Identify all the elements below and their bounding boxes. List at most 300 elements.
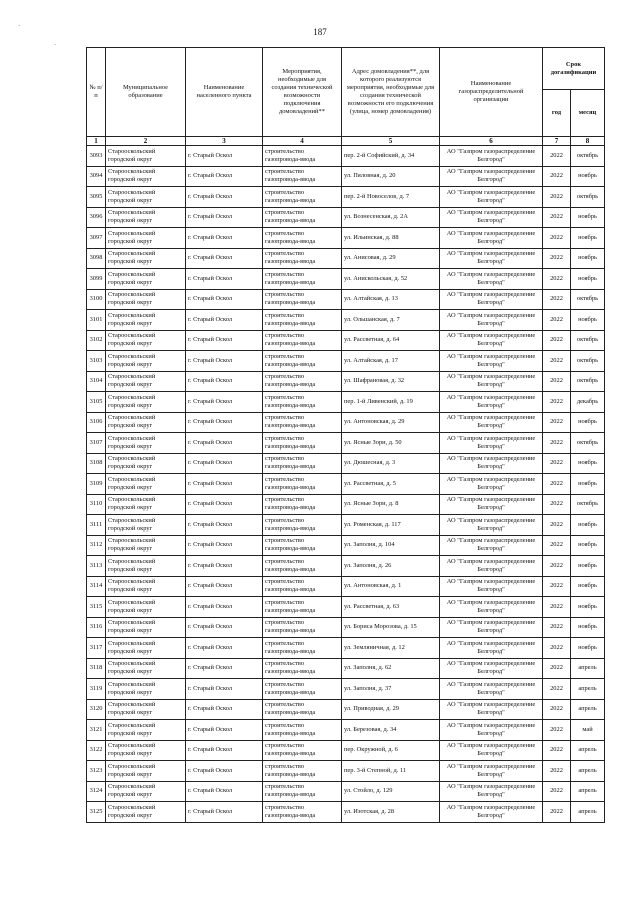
organization-cell: АО "Газпром газораспределение Белгород" (440, 515, 543, 536)
month-cell: ноябрь (571, 535, 605, 556)
year-cell: 2022 (543, 802, 571, 823)
row-number: 3093 (87, 146, 106, 167)
year-cell: 2022 (543, 781, 571, 802)
year-cell: 2022 (543, 412, 571, 433)
activity-cell: строительство газопровода-ввода (263, 412, 342, 433)
municipality-cell: Старооскольский городской округ (106, 289, 186, 310)
table-row (87, 392, 605, 413)
header-address: Адрес домовладения**, для которого реализуются мероприятия, необходимые для создания технической возможности его подключения (улица, номер домовладения) (342, 48, 440, 137)
municipality-cell: Старооскольский городской округ (106, 207, 186, 228)
activity-cell: строительство газопровода-ввода (263, 720, 342, 741)
municipality-cell: Старооскольский городской округ (106, 310, 186, 331)
address-cell: ул. Анискольская, д. 52 (342, 269, 440, 290)
year-cell: 2022 (543, 433, 571, 454)
activity-cell: строительство газопровода-ввода (263, 761, 342, 782)
locality-cell: г. Старый Оскол (186, 556, 263, 577)
month-cell: апрель (571, 658, 605, 679)
address-cell: ул. Заполня, д. 26 (342, 556, 440, 577)
row-number: 3103 (87, 351, 106, 372)
locality-cell: г. Старый Оскол (186, 638, 263, 659)
row-number: 3114 (87, 576, 106, 597)
table-row (87, 781, 605, 802)
locality-cell: г. Старый Оскол (186, 535, 263, 556)
header-activity: Мероприятия, необходимые для создания технической возможности подключения домовладений** (263, 48, 342, 137)
locality-cell: г. Старый Оскол (186, 453, 263, 474)
header-organization: Наименование газораспределительной организации (440, 48, 543, 137)
address-cell: ул. Приводная, д. 29 (342, 699, 440, 720)
gasification-table (86, 47, 605, 823)
locality-cell: г. Старый Оскол (186, 248, 263, 269)
organization-cell: АО "Газпром газораспределение Белгород" (440, 433, 543, 454)
address-cell: ул. Рассветная, д. 63 (342, 597, 440, 618)
address-cell: ул. Ольшанская, д. 7 (342, 310, 440, 331)
row-number: 3107 (87, 433, 106, 454)
municipality-cell: Старооскольский городской округ (106, 433, 186, 454)
locality-cell: г. Старый Оскол (186, 617, 263, 638)
locality-cell: г. Старый Оскол (186, 166, 263, 187)
row-number: 3100 (87, 289, 106, 310)
row-number: 3111 (87, 515, 106, 536)
organization-cell: АО "Газпром газораспределение Белгород" (440, 761, 543, 782)
municipality-cell: Старооскольский городской округ (106, 248, 186, 269)
municipality-cell: Старооскольский городской округ (106, 494, 186, 515)
month-cell: ноябрь (571, 248, 605, 269)
table-row (87, 269, 605, 290)
month-cell: октябрь (571, 289, 605, 310)
activity-cell: строительство газопровода-ввода (263, 310, 342, 331)
year-cell: 2022 (543, 699, 571, 720)
address-cell: ул. Роменская, д. 117 (342, 515, 440, 536)
address-cell: ул. Алтайская, д. 17 (342, 351, 440, 372)
activity-cell: строительство газопровода-ввода (263, 494, 342, 515)
activity-cell: строительство газопровода-ввода (263, 658, 342, 679)
locality-cell: г. Старый Оскол (186, 187, 263, 208)
row-number: 3120 (87, 699, 106, 720)
column-number: 5 (342, 137, 440, 146)
locality-cell: г. Старый Оскол (186, 515, 263, 536)
address-cell: ул. Шафрановая, д. 32 (342, 371, 440, 392)
table-row (87, 699, 605, 720)
organization-cell: АО "Газпром газораспределение Белгород" (440, 146, 543, 167)
header-municipality: Муниципальное образование (106, 48, 186, 137)
year-cell: 2022 (543, 515, 571, 536)
activity-cell: строительство газопровода-ввода (263, 269, 342, 290)
locality-cell: г. Старый Оскол (186, 392, 263, 413)
locality-cell: г. Старый Оскол (186, 494, 263, 515)
activity-cell: строительство газопровода-ввода (263, 699, 342, 720)
organization-cell: АО "Газпром газораспределение Белгород" (440, 228, 543, 249)
table-row (87, 576, 605, 597)
row-number: 3109 (87, 474, 106, 495)
locality-cell: г. Старый Оскол (186, 310, 263, 331)
year-cell: 2022 (543, 166, 571, 187)
row-number: 3094 (87, 166, 106, 187)
municipality-cell: Старооскольский городской округ (106, 576, 186, 597)
row-number: 3113 (87, 556, 106, 577)
municipality-cell: Старооскольский городской округ (106, 392, 186, 413)
municipality-cell: Старооскольский городской округ (106, 371, 186, 392)
organization-cell: АО "Газпром газораспределение Белгород" (440, 781, 543, 802)
table-row (87, 187, 605, 208)
municipality-cell: Старооскольский городской округ (106, 330, 186, 351)
row-number: 3116 (87, 617, 106, 638)
month-cell: ноябрь (571, 228, 605, 249)
column-number: 4 (263, 137, 342, 146)
month-cell: декабрь (571, 392, 605, 413)
address-cell: пер. 3-й Степной, д. 11 (342, 761, 440, 782)
year-cell: 2022 (543, 535, 571, 556)
month-cell: октябрь (571, 351, 605, 372)
municipality-cell: Старооскольский городской округ (106, 679, 186, 700)
row-number: 3115 (87, 597, 106, 618)
column-number: 7 (543, 137, 571, 146)
locality-cell: г. Старый Оскол (186, 330, 263, 351)
activity-cell: строительство газопровода-ввода (263, 597, 342, 618)
activity-cell: строительство газопровода-ввода (263, 330, 342, 351)
address-cell: ул. Алтайская, д. 13 (342, 289, 440, 310)
address-cell: ул. Стойло, д. 129 (342, 781, 440, 802)
address-cell: пер. 2-й Новоселов, д. 7 (342, 187, 440, 208)
month-cell: апрель (571, 761, 605, 782)
locality-cell: г. Старый Оскол (186, 781, 263, 802)
row-number: 3108 (87, 453, 106, 474)
month-cell: октябрь (571, 371, 605, 392)
organization-cell: АО "Газпром газораспределение Белгород" (440, 289, 543, 310)
activity-cell: строительство газопровода-ввода (263, 515, 342, 536)
activity-cell: строительство газопровода-ввода (263, 392, 342, 413)
organization-cell: АО "Газпром газораспределение Белгород" (440, 330, 543, 351)
address-cell: ул. Заполня, д. 104 (342, 535, 440, 556)
address-cell: ул. Земляничная, д. 12 (342, 638, 440, 659)
municipality-cell: Старооскольский городской округ (106, 802, 186, 823)
municipality-cell: Старооскольский городской округ (106, 556, 186, 577)
locality-cell: г. Старый Оскол (186, 720, 263, 741)
organization-cell: АО "Газпром газораспределение Белгород" (440, 207, 543, 228)
row-number: 3096 (87, 207, 106, 228)
month-cell: ноябрь (571, 597, 605, 618)
year-cell: 2022 (543, 597, 571, 618)
locality-cell: г. Старый Оскол (186, 679, 263, 700)
year-cell: 2022 (543, 494, 571, 515)
year-cell: 2022 (543, 740, 571, 761)
table-row (87, 617, 605, 638)
address-cell: ул. Бориса Морозова, д. 15 (342, 617, 440, 638)
address-cell: ул. Заполня, д. 37 (342, 679, 440, 700)
organization-cell: АО "Газпром газораспределение Белгород" (440, 187, 543, 208)
table-row (87, 433, 605, 454)
row-number: 3104 (87, 371, 106, 392)
municipality-cell: Старооскольский городской округ (106, 699, 186, 720)
organization-cell: АО "Газпром газораспределение Белгород" (440, 617, 543, 638)
organization-cell: АО "Газпром газораспределение Белгород" (440, 494, 543, 515)
municipality-cell: Старооскольский городской округ (106, 453, 186, 474)
locality-cell: г. Старый Оскол (186, 289, 263, 310)
row-number: 3106 (87, 412, 106, 433)
row-number: 3095 (87, 187, 106, 208)
month-cell: ноябрь (571, 638, 605, 659)
month-cell: октябрь (571, 187, 605, 208)
month-cell: ноябрь (571, 556, 605, 577)
address-cell: ул. Ясные Зори, д. 50 (342, 433, 440, 454)
table-row (87, 310, 605, 331)
activity-cell: строительство газопровода-ввода (263, 289, 342, 310)
column-number: 6 (440, 137, 543, 146)
row-number: 3098 (87, 248, 106, 269)
organization-cell: АО "Газпром газораспределение Белгород" (440, 556, 543, 577)
column-number: 2 (106, 137, 186, 146)
month-cell: май (571, 720, 605, 741)
year-cell: 2022 (543, 474, 571, 495)
municipality-cell: Старооскольский городской округ (106, 597, 186, 618)
year-cell: 2022 (543, 658, 571, 679)
activity-cell: строительство газопровода-ввода (263, 781, 342, 802)
year-cell: 2022 (543, 371, 571, 392)
header-num: № п/п (87, 48, 106, 137)
table-row (87, 351, 605, 372)
table-row (87, 289, 605, 310)
activity-cell: строительство газопровода-ввода (263, 556, 342, 577)
activity-cell: строительство газопровода-ввода (263, 679, 342, 700)
month-cell: ноябрь (571, 617, 605, 638)
year-cell: 2022 (543, 207, 571, 228)
table-row (87, 679, 605, 700)
activity-cell: строительство газопровода-ввода (263, 617, 342, 638)
row-number: 3119 (87, 679, 106, 700)
address-cell: ул. Антоновская, д. 1 (342, 576, 440, 597)
municipality-cell: Старооскольский городской округ (106, 535, 186, 556)
table-row (87, 720, 605, 741)
locality-cell: г. Старый Оскол (186, 228, 263, 249)
row-number: 3123 (87, 761, 106, 782)
table-row (87, 802, 605, 823)
table-row (87, 207, 605, 228)
table-row (87, 494, 605, 515)
municipality-cell: Старооскольский городской округ (106, 720, 186, 741)
organization-cell: АО "Газпром газораспределение Белгород" (440, 392, 543, 413)
organization-cell: АО "Газпром газораспределение Белгород" (440, 638, 543, 659)
municipality-cell: Старооскольский городской округ (106, 187, 186, 208)
table-row (87, 556, 605, 577)
table-row (87, 761, 605, 782)
year-cell: 2022 (543, 761, 571, 782)
month-cell: октябрь (571, 330, 605, 351)
year-cell: 2022 (543, 146, 571, 167)
month-cell: ноябрь (571, 269, 605, 290)
municipality-cell: Старооскольский городской округ (106, 269, 186, 290)
year-cell: 2022 (543, 248, 571, 269)
activity-cell: строительство газопровода-ввода (263, 351, 342, 372)
municipality-cell: Старооскольский городской округ (106, 166, 186, 187)
row-number: 3099 (87, 269, 106, 290)
locality-cell: г. Старый Оскол (186, 474, 263, 495)
activity-cell: строительство газопровода-ввода (263, 228, 342, 249)
locality-cell: г. Старый Оскол (186, 269, 263, 290)
row-number: 3117 (87, 638, 106, 659)
municipality-cell: Старооскольский городской округ (106, 658, 186, 679)
address-cell: ул. Вознесенская, д. 2А (342, 207, 440, 228)
municipality-cell: Старооскольский городской округ (106, 228, 186, 249)
table-row (87, 330, 605, 351)
year-cell: 2022 (543, 187, 571, 208)
address-cell: ул. Заполня, д. 62 (342, 658, 440, 679)
municipality-cell: Старооскольский городской округ (106, 617, 186, 638)
month-cell: ноябрь (571, 515, 605, 536)
table-row (87, 248, 605, 269)
table-row (87, 146, 605, 167)
organization-cell: АО "Газпром газораспределение Белгород" (440, 597, 543, 618)
organization-cell: АО "Газпром газораспределение Белгород" (440, 535, 543, 556)
row-number: 3112 (87, 535, 106, 556)
row-number: 3110 (87, 494, 106, 515)
year-cell: 2022 (543, 638, 571, 659)
month-cell: октябрь (571, 433, 605, 454)
address-cell: ул. Рассветная, д. 5 (342, 474, 440, 495)
organization-cell: АО "Газпром газораспределение Белгород" (440, 699, 543, 720)
month-cell: ноябрь (571, 474, 605, 495)
row-number: 3101 (87, 310, 106, 331)
activity-cell: строительство газопровода-ввода (263, 433, 342, 454)
table-row (87, 412, 605, 433)
table-row (87, 740, 605, 761)
scan-speck: · (54, 41, 57, 49)
column-number: 8 (571, 137, 605, 146)
year-cell: 2022 (543, 453, 571, 474)
month-cell: ноябрь (571, 166, 605, 187)
locality-cell: г. Старый Оскол (186, 740, 263, 761)
locality-cell: г. Старый Оскол (186, 351, 263, 372)
year-cell: 2022 (543, 679, 571, 700)
row-number: 3097 (87, 228, 106, 249)
municipality-cell: Старооскольский городской округ (106, 638, 186, 659)
month-cell: ноябрь (571, 310, 605, 331)
year-cell: 2022 (543, 330, 571, 351)
municipality-cell: Старооскольский городской округ (106, 781, 186, 802)
activity-cell: строительство газопровода-ввода (263, 146, 342, 167)
year-cell: 2022 (543, 720, 571, 741)
organization-cell: АО "Газпром газораспределение Белгород" (440, 371, 543, 392)
organization-cell: АО "Газпром газораспределение Белгород" (440, 166, 543, 187)
organization-cell: АО "Газпром газораспределение Белгород" (440, 248, 543, 269)
table-row (87, 474, 605, 495)
year-cell: 2022 (543, 228, 571, 249)
municipality-cell: Старооскольский городской округ (106, 474, 186, 495)
organization-cell: АО "Газпром газораспределение Белгород" (440, 658, 543, 679)
header-deadline: Срок догазификации (543, 48, 605, 90)
row-number: 3105 (87, 392, 106, 413)
locality-cell: г. Старый Оскол (186, 412, 263, 433)
locality-cell: г. Старый Оскол (186, 802, 263, 823)
locality-cell: г. Старый Оскол (186, 597, 263, 618)
organization-cell: АО "Газпром газораспределение Белгород" (440, 412, 543, 433)
activity-cell: строительство газопровода-ввода (263, 207, 342, 228)
scan-speck: · (18, 22, 21, 30)
address-cell: ул. Пяловная, д. 20 (342, 166, 440, 187)
column-number: 1 (87, 137, 106, 146)
month-cell: ноябрь (571, 453, 605, 474)
locality-cell: г. Старый Оскол (186, 761, 263, 782)
table-row (87, 597, 605, 618)
municipality-cell: Старооскольский городской округ (106, 740, 186, 761)
year-cell: 2022 (543, 576, 571, 597)
header-locality: Наименование населенного пункта (186, 48, 263, 137)
address-cell: пер. 2-й Софийский, д. 34 (342, 146, 440, 167)
row-number: 3121 (87, 720, 106, 741)
month-cell: апрель (571, 679, 605, 700)
month-cell: октябрь (571, 494, 605, 515)
organization-cell: АО "Газпром газораспределение Белгород" (440, 679, 543, 700)
month-cell: апрель (571, 740, 605, 761)
year-cell: 2022 (543, 289, 571, 310)
table-row (87, 515, 605, 536)
month-cell: апрель (571, 699, 605, 720)
year-cell: 2022 (543, 310, 571, 331)
column-number: 3 (186, 137, 263, 146)
year-cell: 2022 (543, 392, 571, 413)
organization-cell: АО "Газпром газораспределение Белгород" (440, 351, 543, 372)
municipality-cell: Старооскольский городской округ (106, 146, 186, 167)
table-row (87, 371, 605, 392)
organization-cell: АО "Газпром газораспределение Белгород" (440, 740, 543, 761)
municipality-cell: Старооскольский городской округ (106, 761, 186, 782)
organization-cell: АО "Газпром газораспределение Белгород" (440, 576, 543, 597)
locality-cell: г. Старый Оскол (186, 658, 263, 679)
year-cell: 2022 (543, 556, 571, 577)
table-row (87, 658, 605, 679)
address-cell: ул. Ясные Зори, д. 8 (342, 494, 440, 515)
activity-cell: строительство газопровода-ввода (263, 638, 342, 659)
page-number: 187 (313, 27, 327, 37)
municipality-cell: Старооскольский городской округ (106, 412, 186, 433)
row-number: 3124 (87, 781, 106, 802)
row-number: 3102 (87, 330, 106, 351)
address-cell: ул. Изотская, д. 28 (342, 802, 440, 823)
month-cell: апрель (571, 781, 605, 802)
address-cell: ул. Дюшесная, д. 3 (342, 453, 440, 474)
year-cell: 2022 (543, 617, 571, 638)
address-cell: ул. Рассветная, д. 64 (342, 330, 440, 351)
activity-cell: строительство газопровода-ввода (263, 248, 342, 269)
activity-cell: строительство газопровода-ввода (263, 474, 342, 495)
organization-cell: АО "Газпром газораспределение Белгород" (440, 310, 543, 331)
year-cell: 2022 (543, 269, 571, 290)
activity-cell: строительство газопровода-ввода (263, 187, 342, 208)
address-cell: ул. Анисовая, д. 29 (342, 248, 440, 269)
locality-cell: г. Старый Оскол (186, 371, 263, 392)
table-row (87, 453, 605, 474)
header-year: год (543, 90, 571, 137)
row-number: 3118 (87, 658, 106, 679)
address-cell: пер. 1-й Ливенский, д. 19 (342, 392, 440, 413)
municipality-cell: Старооскольский городской округ (106, 515, 186, 536)
activity-cell: строительство газопровода-ввода (263, 802, 342, 823)
table-row (87, 228, 605, 249)
activity-cell: строительство газопровода-ввода (263, 371, 342, 392)
table-row (87, 166, 605, 187)
row-number: 3122 (87, 740, 106, 761)
activity-cell: строительство газопровода-ввода (263, 166, 342, 187)
header-month: месяц (571, 90, 605, 137)
month-cell: ноябрь (571, 412, 605, 433)
municipality-cell: Старооскольский городской округ (106, 351, 186, 372)
locality-cell: г. Старый Оскол (186, 433, 263, 454)
organization-cell: АО "Газпром газораспределение Белгород" (440, 802, 543, 823)
activity-cell: строительство газопровода-ввода (263, 453, 342, 474)
locality-cell: г. Старый Оскол (186, 207, 263, 228)
month-cell: ноябрь (571, 207, 605, 228)
activity-cell: строительство газопровода-ввода (263, 535, 342, 556)
organization-cell: АО "Газпром газораспределение Белгород" (440, 474, 543, 495)
activity-cell: строительство газопровода-ввода (263, 740, 342, 761)
